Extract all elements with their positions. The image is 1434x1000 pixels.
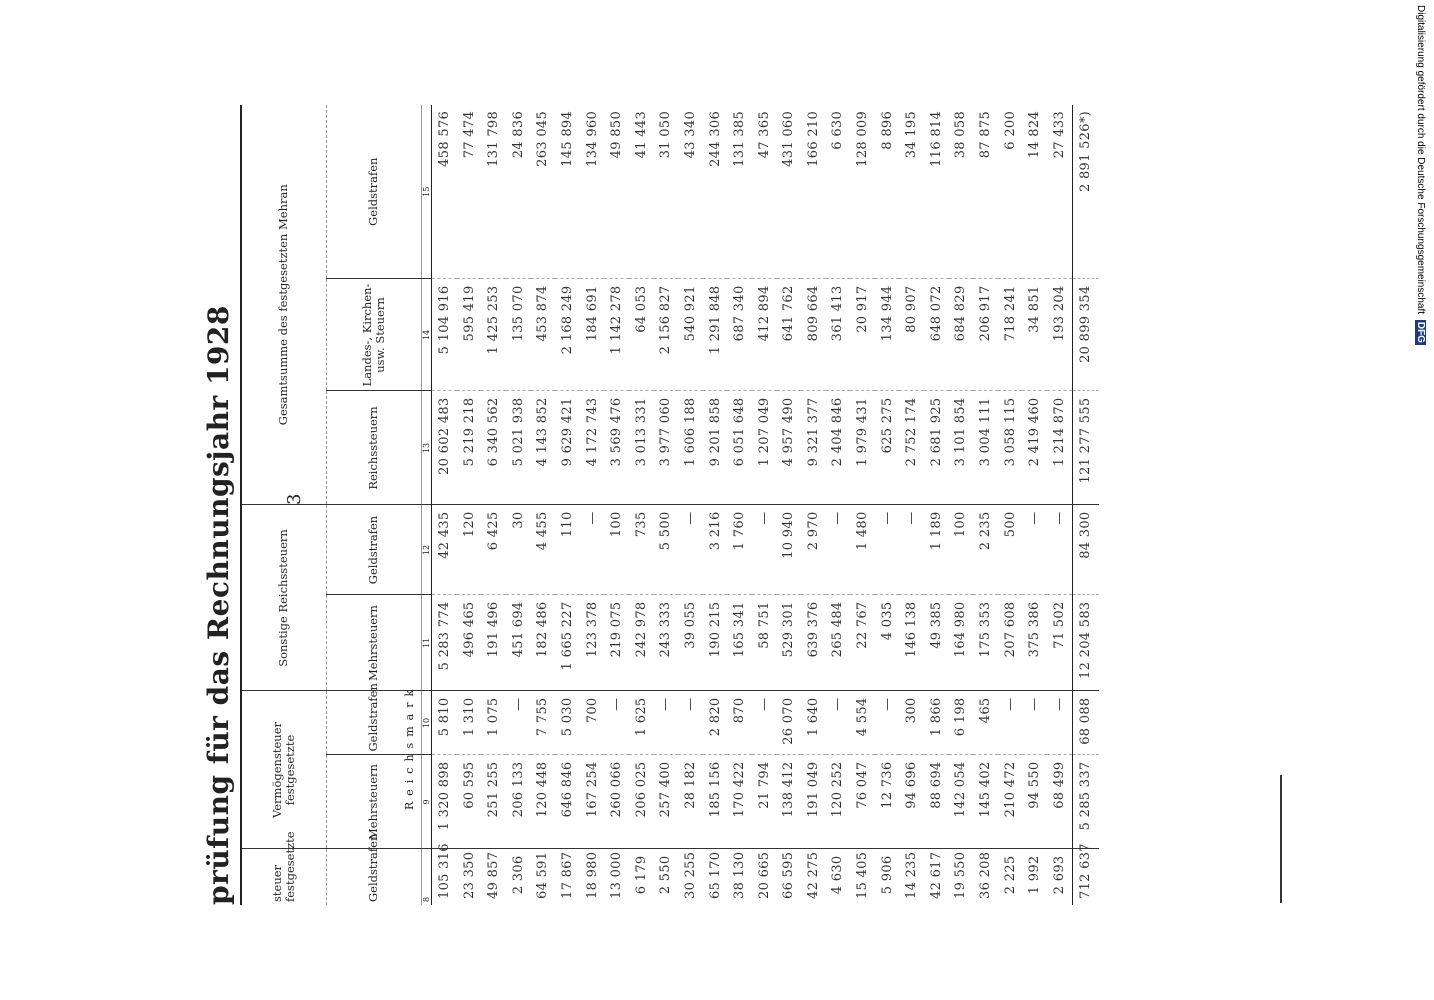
table-row	[678, 105, 703, 905]
table-cell: 3 013 331	[629, 391, 654, 505]
table-body	[432, 105, 1099, 905]
table-cell: 191 049	[801, 755, 826, 849]
table-cell: 5 104 916	[432, 279, 457, 391]
total-cell: 68 088	[1072, 691, 1099, 755]
table-cell: 1 075	[481, 691, 506, 755]
table-cell: 64 591	[535, 851, 551, 899]
table-cell: 2 693	[1051, 855, 1067, 895]
table-cell: 242 978	[629, 595, 654, 691]
table-row	[703, 105, 728, 905]
table-cell: 190 215	[703, 595, 728, 691]
table-row	[826, 105, 851, 905]
table-cell: —	[1022, 505, 1047, 595]
table-cell: 6 425	[481, 505, 506, 595]
total-cell: 20 899 354	[1072, 279, 1099, 391]
table-cell: 27 433	[1047, 105, 1072, 279]
table-cell: 167 254	[580, 755, 605, 849]
table-cell: 3 058 115	[998, 391, 1023, 505]
column-number: 15	[422, 105, 432, 279]
table-cell: 94 550	[1022, 755, 1047, 849]
table-cell: 42 617	[928, 851, 944, 899]
table-cell: 300	[899, 691, 924, 755]
table-cell: 3 977 060	[654, 391, 679, 505]
table-cell: 2 156 827	[654, 279, 679, 391]
table-cell: 529 301	[777, 595, 802, 691]
table-cell: 2 306	[510, 855, 526, 895]
table-cell: 1 979 431	[850, 391, 875, 505]
table-cell: 5 219 218	[457, 391, 482, 505]
table-cell: —	[506, 691, 531, 755]
table-cell: 2 235	[973, 505, 998, 595]
table-cell: —	[654, 691, 679, 755]
table-cell: 243 333	[654, 595, 679, 691]
table-cell: 251 255	[481, 755, 506, 849]
table-cell: 47 365	[752, 105, 777, 279]
table-cell: 68 499	[1047, 755, 1072, 849]
table-cell: 145 402	[973, 755, 998, 849]
table-cell: —	[1022, 691, 1047, 755]
table-cell: 30	[506, 505, 531, 595]
table-cell: 1 992	[1027, 855, 1043, 895]
table-cell: 7 755	[531, 691, 556, 755]
table-cell: 5 906	[879, 855, 895, 895]
rotated-page	[200, 105, 1200, 905]
table-row	[727, 105, 752, 905]
table-cell: 206 025	[629, 755, 654, 849]
table-cell: 1 866	[924, 691, 949, 755]
table-cell: 10 940	[777, 505, 802, 595]
table-cell: —	[678, 691, 703, 755]
table-cell: 6 200	[998, 105, 1023, 279]
table-cell: 639 376	[801, 595, 826, 691]
table-cell: 20 602 483	[432, 391, 457, 505]
table-cell: 5 021 938	[506, 391, 531, 505]
statistics-table	[240, 105, 1099, 905]
table-cell: 31 050	[654, 105, 679, 279]
table-row	[555, 105, 580, 905]
table-cell: 3 216	[703, 505, 728, 595]
table-cell: 142 054	[949, 755, 974, 849]
table-cell: 4 957 490	[777, 391, 802, 505]
table-cell: 206 133	[506, 755, 531, 849]
column-number: 9	[422, 755, 432, 849]
table-cell: 123 378	[580, 595, 605, 691]
table-cell: 1 214 870	[1047, 391, 1072, 505]
table-cell: 88 694	[924, 755, 949, 849]
table-row	[506, 105, 531, 905]
table-cell: 94 696	[899, 755, 924, 849]
table-cell: 175 353	[973, 595, 998, 691]
table-cell: 76 047	[850, 755, 875, 849]
table-cell: 2 681 925	[924, 391, 949, 505]
table-cell: 49 385	[924, 595, 949, 691]
table-cell: 65 170	[707, 851, 723, 899]
total-cell: 12 204 583	[1072, 595, 1099, 691]
table-cell: —	[1047, 691, 1072, 755]
table-cell: 1 606 188	[678, 391, 703, 505]
table-cell: 207 608	[998, 595, 1023, 691]
page-number: 3	[284, 493, 305, 505]
table-cell: 42 435	[432, 505, 457, 595]
table-cell: 700	[580, 691, 605, 755]
table-row	[654, 105, 679, 905]
table-cell: 28 182	[678, 755, 703, 849]
table-cell: 21 794	[752, 755, 777, 849]
table-cell: 193 204	[1047, 279, 1072, 391]
table-cell: 735	[629, 505, 654, 595]
table-cell: 1 207 049	[752, 391, 777, 505]
table-cell: 166 210	[801, 105, 826, 279]
table-cell: 18 980	[584, 851, 600, 899]
table-cell: 263 045	[531, 105, 556, 279]
table-cell: 809 664	[801, 279, 826, 391]
table-row	[777, 105, 802, 905]
table-cell: 431 060	[777, 105, 802, 279]
table-cell: 64 053	[629, 279, 654, 391]
table-cell: 1 291 848	[703, 279, 728, 391]
column-number: 10	[422, 691, 432, 755]
table-cell: 39 055	[678, 595, 703, 691]
table-cell: 412 894	[752, 279, 777, 391]
table-cell: 30 255	[682, 851, 698, 899]
column-number: 11	[422, 595, 432, 691]
table-cell: 870	[727, 691, 752, 755]
subheader: Mehrsteuern	[327, 595, 422, 691]
table-cell: 2 820	[703, 691, 728, 755]
table-cell: 87 875	[973, 105, 998, 279]
subheader: Reichssteuern	[327, 391, 422, 505]
table-cell: 120 448	[531, 755, 556, 849]
table-cell: 71 502	[1047, 595, 1072, 691]
table-cell: 66 595	[781, 851, 797, 899]
table-row	[481, 105, 506, 905]
table-cell: 458 576	[432, 105, 457, 279]
table-cell: 5 500	[654, 505, 679, 595]
total-cell: 5 285 337	[1072, 755, 1099, 849]
table-cell: 131 385	[727, 105, 752, 279]
table-cell: 36 208	[978, 851, 994, 899]
table-cell: 34 851	[1022, 279, 1047, 391]
table-cell: 120 252	[826, 755, 851, 849]
table-cell: 718 241	[998, 279, 1023, 391]
table-row	[899, 105, 924, 905]
table-cell: 184 691	[580, 279, 605, 391]
table-row	[875, 105, 900, 905]
table-cell: 4 455	[531, 505, 556, 595]
table-cell: 4 630	[830, 855, 846, 895]
table-cell: 3 569 476	[604, 391, 629, 505]
table-cell: 684 829	[949, 279, 974, 391]
table-cell: 120	[457, 505, 482, 595]
table-cell: 5 030	[555, 691, 580, 755]
table-cell: 100	[949, 505, 974, 595]
table-cell: 1 760	[727, 505, 752, 595]
subheader: Geldstrafen	[327, 849, 422, 905]
table-cell: —	[752, 505, 777, 595]
table-cell: 110	[555, 505, 580, 595]
total-cell: 84 300	[1072, 505, 1099, 595]
table-cell: 20 665	[756, 851, 772, 899]
table-cell: 165 341	[727, 595, 752, 691]
table-cell: 1 189	[924, 505, 949, 595]
table-cell: —	[604, 691, 629, 755]
table-cell: 13 000	[609, 851, 625, 899]
table-cell: 5 810	[432, 691, 457, 755]
column-number: 8	[422, 849, 432, 905]
table-cell: 2 550	[658, 855, 674, 895]
margin-rule	[1280, 775, 1282, 903]
group-header-gesamtsumme: Gesamtsumme des festgesetzten Mehran	[241, 105, 327, 505]
table-cell: 646 846	[555, 755, 580, 849]
table-cell: —	[1047, 505, 1072, 595]
table-row	[604, 105, 629, 905]
table-cell: 134 960	[580, 105, 605, 279]
funding-note-text: Digitalisierung gefördert durch die Deutsche Forschungsgemeinschaft	[1415, 5, 1426, 315]
table-cell: —	[826, 505, 851, 595]
table-cell: 26 070	[777, 691, 802, 755]
table-row	[1047, 105, 1072, 905]
table-cell: 34 195	[899, 105, 924, 279]
table-cell: 14 824	[1022, 105, 1047, 279]
table-cell: 191 496	[481, 595, 506, 691]
total-cell: 121 277 555	[1072, 391, 1099, 505]
table-cell: 19 550	[953, 851, 969, 899]
table-cell: 14 235	[904, 851, 920, 899]
table-cell: 5 283 774	[432, 595, 457, 691]
total-cell: 2 891 526*)	[1072, 105, 1099, 279]
table-cell: 100	[604, 505, 629, 595]
table-cell: 135 070	[506, 279, 531, 391]
table-cell: 210 472	[998, 755, 1023, 849]
table-cell: 1 320 898	[432, 755, 457, 849]
table-cell: 80 907	[899, 279, 924, 391]
table-cell: 6 051 648	[727, 391, 752, 505]
table-cell: 265 484	[826, 595, 851, 691]
table-cell: 453 874	[531, 279, 556, 391]
table-cell: 77 474	[457, 105, 482, 279]
table-cell: —	[875, 505, 900, 595]
totals-row	[1072, 105, 1099, 905]
table-cell: —	[826, 691, 851, 755]
subheader: Landes-, Kirchen- usw. Steuern	[327, 279, 422, 391]
table-cell: 1 640	[801, 691, 826, 755]
table-cell: 60 595	[457, 755, 482, 849]
table-cell: 1 480	[850, 505, 875, 595]
dfg-logo: DFG	[1415, 321, 1426, 343]
table-row	[850, 105, 875, 905]
table-cell: 185 156	[703, 755, 728, 849]
table-cell: 4 143 852	[531, 391, 556, 505]
table-row	[924, 105, 949, 905]
table-row	[1022, 105, 1047, 905]
table-cell: 648 072	[924, 279, 949, 391]
table-cell: 1 142 278	[604, 279, 629, 391]
table-cell: 2 752 174	[899, 391, 924, 505]
table-cell: 496 465	[457, 595, 482, 691]
table-cell: —	[899, 505, 924, 595]
table-cell: 540 921	[678, 279, 703, 391]
table-cell: 15 405	[855, 851, 871, 899]
table-cell: 20 917	[850, 279, 875, 391]
table-cell: 2 970	[801, 505, 826, 595]
table-cell: 9 321 377	[801, 391, 826, 505]
table-cell: 12 736	[875, 755, 900, 849]
table-cell: 595 419	[457, 279, 482, 391]
table-cell: 641 762	[777, 279, 802, 391]
table-cell: 2 419 460	[1022, 391, 1047, 505]
table-row	[973, 105, 998, 905]
table-cell: 375 386	[1022, 595, 1047, 691]
column-number: 14	[422, 279, 432, 391]
table-cell: 4 554	[850, 691, 875, 755]
table-cell: 4 172 743	[580, 391, 605, 505]
table-cell: 1 625	[629, 691, 654, 755]
table-row	[457, 105, 482, 905]
table-cell: 116 814	[924, 105, 949, 279]
table-cell: 3 101 854	[949, 391, 974, 505]
table-cell: —	[678, 505, 703, 595]
table-cell: 43 340	[678, 105, 703, 279]
funding-note	[1415, 5, 1426, 405]
unit-label: Reichsmark	[403, 683, 416, 810]
table-cell: 1 310	[457, 691, 482, 755]
table-cell: 500	[998, 505, 1023, 595]
subheader: Geldstrafen	[327, 505, 422, 595]
table-cell: 138 412	[777, 755, 802, 849]
table-cell: —	[998, 691, 1023, 755]
table-cell: 23 350	[461, 851, 477, 899]
table-cell: 42 275	[805, 851, 821, 899]
table-cell: 3 004 111	[973, 391, 998, 505]
table-row	[949, 105, 974, 905]
group-header-vermoegensteuer: Vermögensteuer festgesetzte	[241, 691, 327, 849]
table-row	[432, 105, 457, 905]
table-cell: 257 400	[654, 755, 679, 849]
table-cell: 1 665 227	[555, 595, 580, 691]
group-header-steuer: steuer festgesetzte	[241, 849, 327, 905]
table-cell: 6 630	[826, 105, 851, 279]
table-cell: 4 035	[875, 595, 900, 691]
table-cell: 105 316	[436, 843, 452, 899]
table-cell: 2 225	[1002, 855, 1018, 895]
table-row	[531, 105, 556, 905]
table-row	[752, 105, 777, 905]
table-row	[580, 105, 605, 905]
table-cell: 8 896	[875, 105, 900, 279]
table-cell: 49 850	[604, 105, 629, 279]
page-title: prüfung für das Rechnungsjahr 1928	[202, 305, 235, 905]
column-number: 12	[422, 505, 432, 595]
table-cell: 260 066	[604, 755, 629, 849]
subheader: Geldstrafen	[327, 691, 422, 755]
table-cell: 134 944	[875, 279, 900, 391]
table-cell: 38 058	[949, 105, 974, 279]
table-cell: 361 413	[826, 279, 851, 391]
table-cell: —	[752, 691, 777, 755]
table-cell: 145 894	[555, 105, 580, 279]
table-cell: 164 980	[949, 595, 974, 691]
table-cell: 24 836	[506, 105, 531, 279]
table-cell: 58 751	[752, 595, 777, 691]
table-cell: 6 198	[949, 691, 974, 755]
table-cell: 451 694	[506, 595, 531, 691]
column-number: 13	[422, 391, 432, 505]
subheader: Mehrsteuern	[327, 755, 422, 849]
table-cell: 6 179	[633, 855, 649, 895]
table-cell: 2 404 846	[826, 391, 851, 505]
table-cell: 170 422	[727, 755, 752, 849]
table-cell: 38 130	[732, 851, 748, 899]
total-cell: 712 637	[1072, 849, 1099, 905]
table-cell: 22 767	[850, 595, 875, 691]
table-cell: 49 857	[486, 851, 502, 899]
table-cell: 128 009	[850, 105, 875, 279]
table-cell: 182 486	[531, 595, 556, 691]
subheader: Geldstrafen	[327, 105, 422, 279]
table-cell: 9 629 421	[555, 391, 580, 505]
table-cell: 131 798	[481, 105, 506, 279]
table-cell: 146 138	[899, 595, 924, 691]
table-cell: 41 443	[629, 105, 654, 279]
table-cell: —	[875, 691, 900, 755]
table-cell: 2 168 249	[555, 279, 580, 391]
table-cell: 219 075	[604, 595, 629, 691]
table-cell: —	[580, 505, 605, 595]
table-row	[801, 105, 826, 905]
table-row	[629, 105, 654, 905]
table-cell: 465	[973, 691, 998, 755]
table-cell: 206 917	[973, 279, 998, 391]
table-cell: 687 340	[727, 279, 752, 391]
table-cell: 17 867	[559, 851, 575, 899]
table-cell: 9 201 858	[703, 391, 728, 505]
table-cell: 244 306	[703, 105, 728, 279]
table-cell: 625 275	[875, 391, 900, 505]
table-cell: 1 425 253	[481, 279, 506, 391]
group-header-sonstige: Sonstige Reichssteuern	[241, 505, 327, 691]
table-cell: 6 340 562	[481, 391, 506, 505]
table-row	[998, 105, 1023, 905]
